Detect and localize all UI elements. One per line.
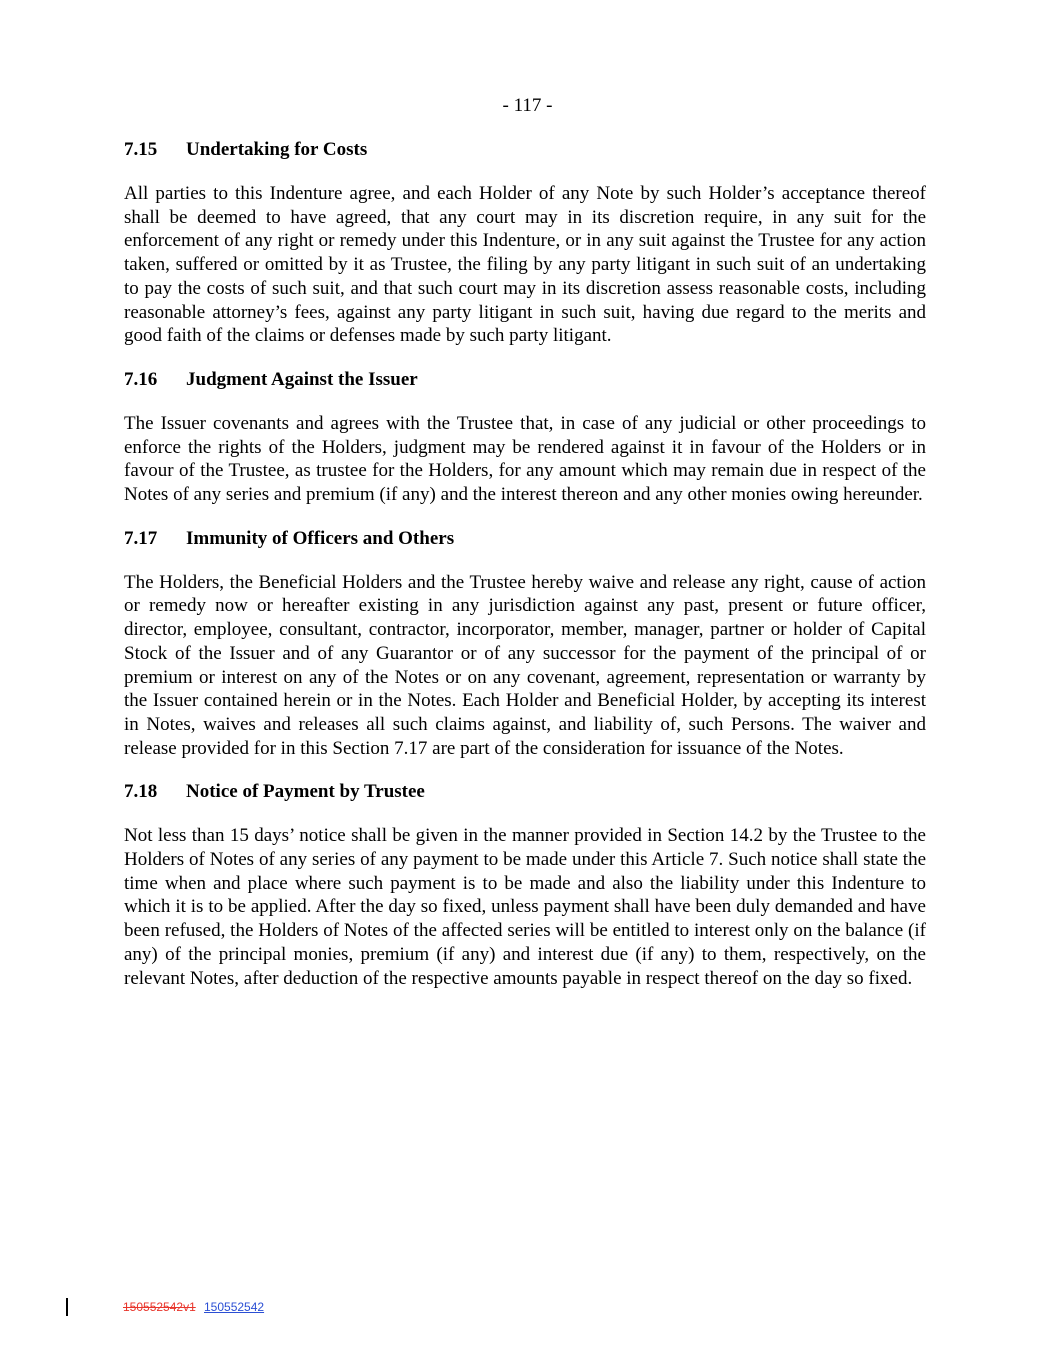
section-title: Immunity of Officers and Others: [186, 527, 455, 549]
section-paragraph: The Holders, the Beneficial Holders and the Trustee hereby waive and release any right, cause of action or remedy now or hereafter existing in any jurisdiction against any past, present or future officer, director, employee, consultant, contractor, incorporator, member, manager, partner or holder of Capital Stock of the Issuer and of any Guarantor or of any successor for the payment of the principal of or premium or interest on any of the Notes or on any covenant, agreement, representation or warranty by the Issuer contained herein or in the Notes. Each Holder and Beneficial Holder, by accepting its interest in Notes, waives and releases all such claims against, and liability of, such Persons. The waiver and release provided for in this Section 7.17 are part of the consideration for issuance of the Notes.: [124, 571, 926, 759]
page-number: - 117 -: [502, 95, 553, 116]
section-title: Undertaking for Costs: [186, 139, 368, 160]
section-paragraph: All parties to this Indenture agree, and each Holder of any Note by such Holder’s acceptance thereof shall be deemed to have agreed, that any court may in its discretion require, in any suit for the enforcement of any right or remedy under this Indenture, or in any suit against the Trustee for any action taken, suffered or omitted by it as Trustee, the filing by any party litigant in such suit of an undertaking to pay the costs of such suit, and that such court may in its discretion assess reasonable costs, including reasonable attorney’s fees, against any party litigant in such suit, having due regard to the merits and good faith of the claims or defenses made by such party litigant.: [124, 183, 926, 347]
section-title: Notice of Payment by Trustee: [186, 781, 425, 803]
section-number: 7.17: [124, 527, 158, 549]
section-heading: [124, 138, 926, 162]
section-7-16: [124, 368, 926, 507]
section-paragraph: Not less than 15 days’ notice shall be given in the manner provided in Section 14.2 by the Trustee to the Holders of Notes of any series of any payment to be made under this Article 7. Such notice shall state the time when and place where such payment is to be made and also the liability under this Indenture to which it is to be applied. After the day so fixed, unless payment shall have been duly demanded and have been refused, the Holders of Notes of the affected series will be entitled to interest only on the balance (if any) of the principal monies, premium (if any) and interest due (if any) to them, respectively, on the relevant Notes, after deduction of the respective amounts payable in respect thereof on the day so fixed.: [124, 825, 926, 989]
doc-id-deleted: 150552542v1: [123, 1300, 196, 1314]
doc-id-inserted: 150552542: [204, 1300, 265, 1314]
section-7-18: [124, 780, 926, 990]
section-heading: [124, 368, 926, 392]
section-7-15: [124, 138, 926, 348]
section-7-17: [124, 527, 926, 761]
section-title: Judgment Against the Issuer: [186, 368, 418, 390]
section-number: 7.18: [124, 781, 158, 803]
section-heading: [124, 780, 926, 804]
section-number: 7.15: [124, 139, 158, 160]
change-bar: [66, 1298, 68, 1316]
section-heading: [124, 527, 926, 551]
section-number: 7.16: [124, 368, 158, 390]
document-body: [124, 138, 926, 1010]
section-paragraph: The Issuer covenants and agrees with the Trustee that, in case of any judicial or other proceedings to enforce the rights of the Holders, judgment may be rendered against it in favour of the Holders or in favour of the Trustee, as trustee for the Holders, for any amount which may remain due in respect of the Notes of any series and premium (if any) and the interest thereon and any other monies owing hereunder.: [124, 412, 926, 506]
